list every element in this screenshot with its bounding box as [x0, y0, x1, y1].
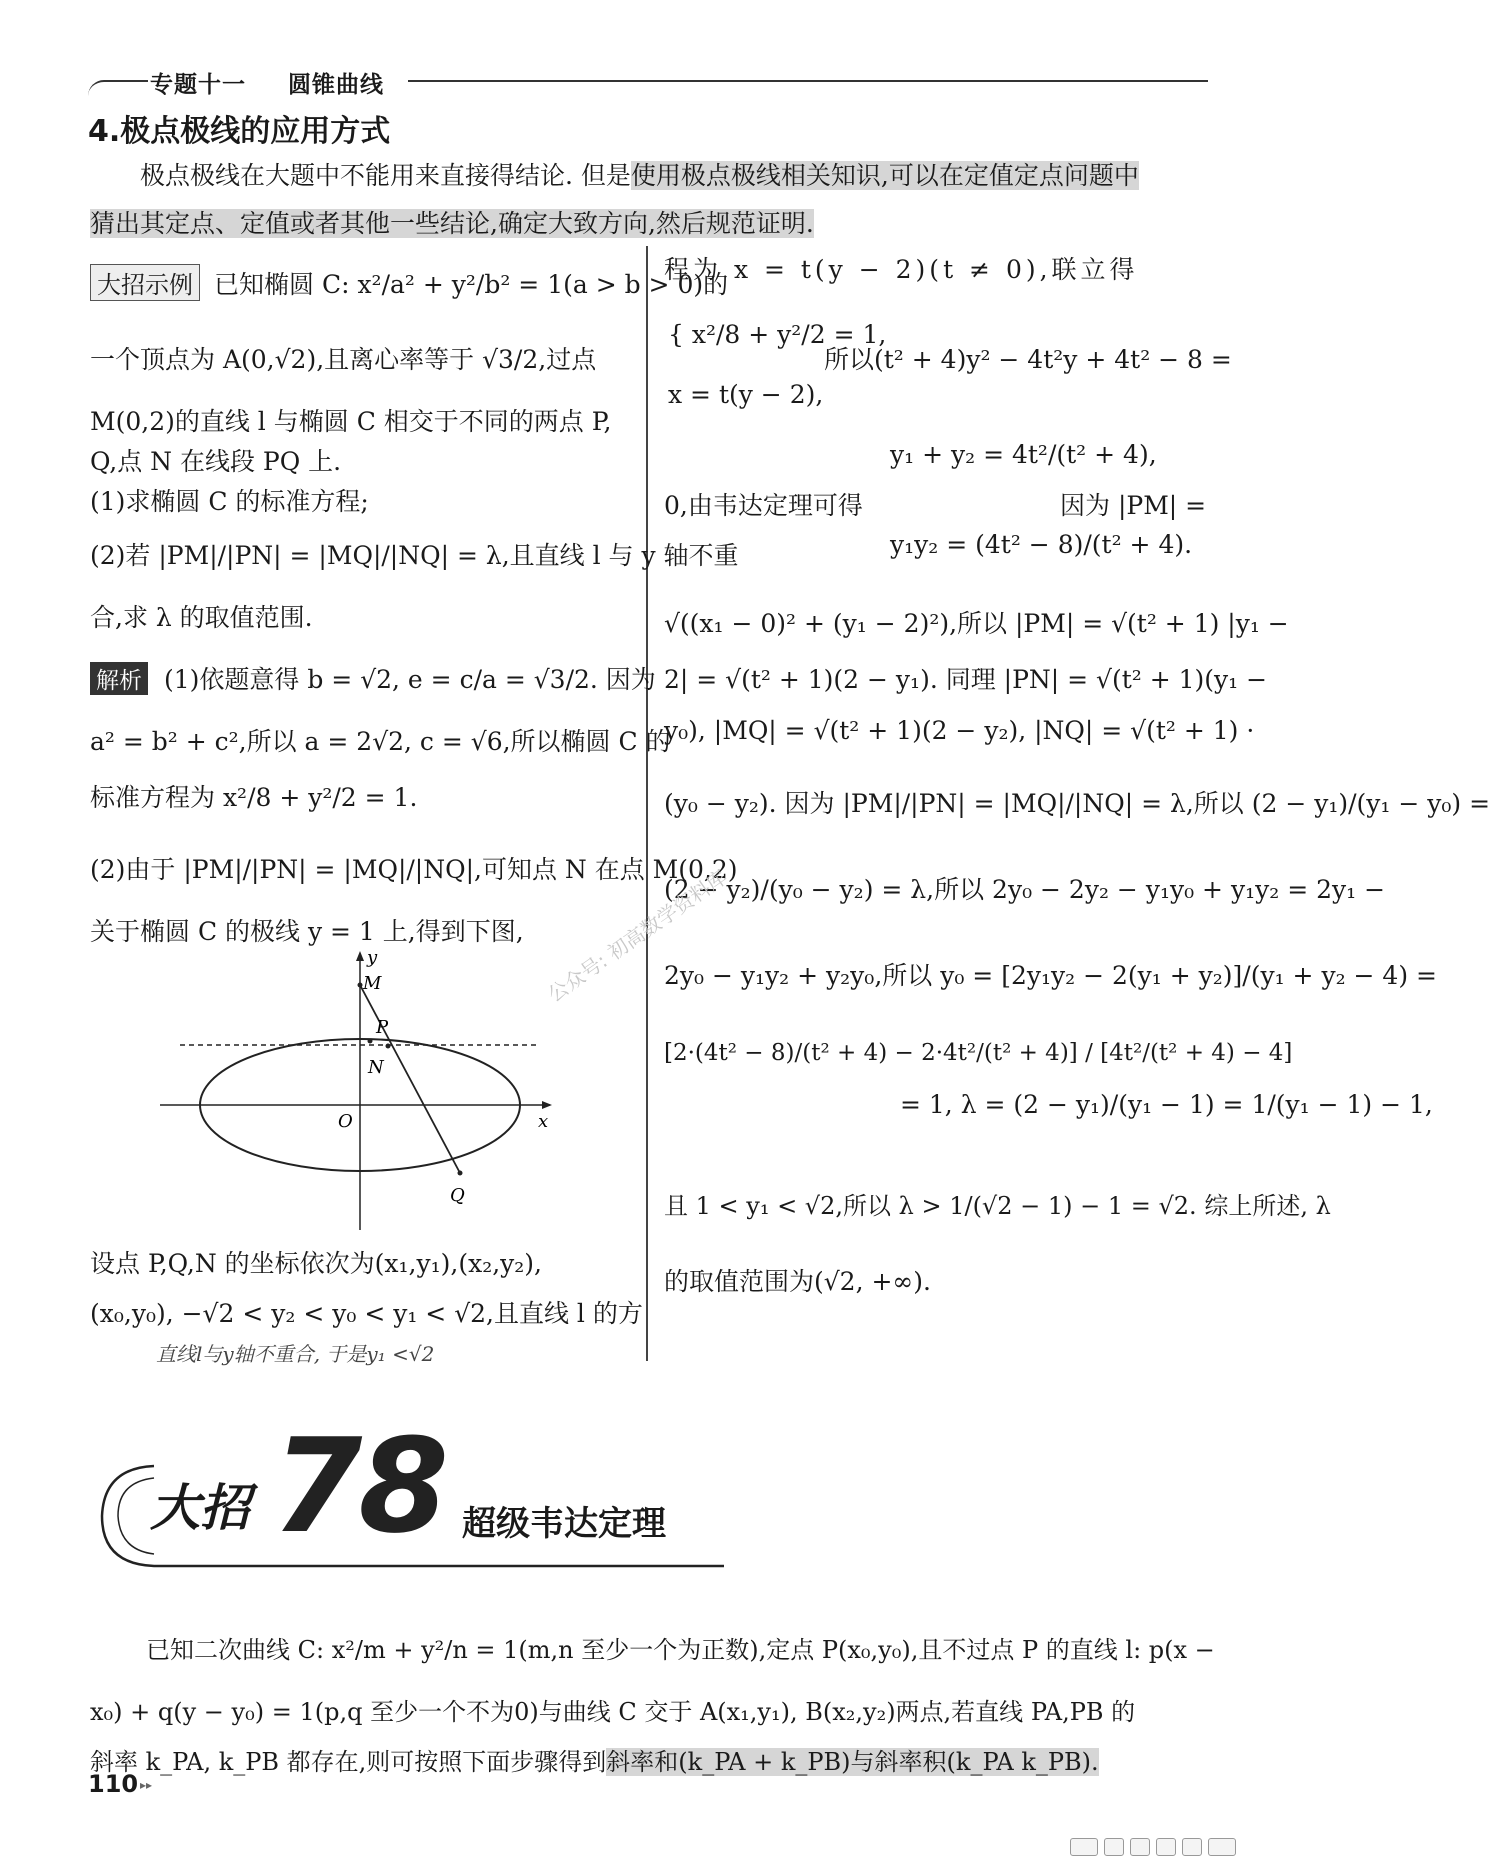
example-line-6: (2)若 |PM|/|PN| = |MQ|/|NQ| = λ,且直线 l 与 y 轴不重 — [90, 541, 739, 570]
label-Q: Q — [450, 1185, 465, 1206]
banner-inner-curve — [118, 1478, 154, 1554]
solution-tag: 解析 — [90, 662, 148, 695]
column-divider — [646, 246, 648, 1361]
toolbar-icon-4[interactable] — [1156, 1838, 1176, 1856]
x-axis-arrow — [542, 1101, 552, 1109]
label-y: y — [367, 947, 378, 968]
bottom-text-plain: 斜率 k_PA, k_PB 都存在,则可按照下面步骤得到 — [90, 1748, 607, 1776]
solution-line-1 — [90, 660, 656, 696]
point-N — [386, 1044, 391, 1049]
solution-line-4: (2)由于 |PM|/|PN| = |MQ|/|NQ|,可知点 N 在点 M(0,2) — [90, 855, 738, 884]
banner-label: 大招 — [150, 1479, 250, 1537]
toolbar-icon-5[interactable] — [1182, 1838, 1202, 1856]
label-O: O — [338, 1111, 353, 1132]
example-line-3: M(0,2)的直线 l 与椭圆 C 相交于不同的两点 P, — [90, 407, 612, 436]
banner-title: 超级韦达定理 — [462, 1504, 666, 1544]
header-topic: 圆锥曲线 — [288, 72, 384, 98]
toolbar-icon-3[interactable] — [1130, 1838, 1150, 1856]
banner-number: 78 — [272, 1410, 445, 1562]
right-line-16: = 1, λ = (2 − y₁)/(y₁ − 1) = 1/(y₁ − 1) − 1, — [900, 1090, 1433, 1119]
intro-highlight-2: 猜出其定点、定值或者其他一些结论,确定大致方向,然后规范证明. — [90, 209, 814, 238]
ellipse-figure — [160, 945, 560, 1235]
section-title: 4.极点极线的应用方式 — [88, 114, 391, 149]
page-arrow-icon: ▸▸ — [140, 1778, 153, 1792]
example-line-5: (1)求椭圆 C 的标准方程; — [90, 487, 369, 516]
right-line-9: √((x₁ − 0)² + (y₁ − 2)²),所以 |PM| = √(t² + 1) |y₁ − — [664, 609, 1289, 638]
toolbar-icon-1[interactable] — [1070, 1838, 1098, 1856]
vieta-sum: y₁ + y₂ = 4t²/(t² + 4), — [890, 440, 1157, 469]
solution-line-3: 标准方程为 x²/8 + y²/2 = 1. — [90, 783, 418, 812]
label-N: N — [368, 1057, 384, 1078]
header-curve — [88, 80, 148, 96]
right-system-1: { x²/8 + y²/2 = 1, — [668, 320, 887, 349]
intro-text-plain: 极点极线在大题中不能用来直接得结论. 但是 — [140, 161, 631, 190]
solution-text-1: (1)依题意得 b = √2, e = c/a = √3/2. 因为 — [164, 665, 656, 694]
solution-line-7: (x₀,y₀), −√2 < y₂ < y₀ < y₁ < √2,且直线 l 的方 — [90, 1299, 643, 1328]
right-line-10: 2| = √(t² + 1)(2 − y₁). 同理 |PN| = √(t² + 1)(y₁ − — [664, 665, 1268, 694]
intro-line-1 — [140, 156, 1139, 192]
example-line-2: 一个顶点为 A(0,√2),且离心率等于 √3/2,过点 — [90, 345, 597, 374]
solution-line-2: a² = b² + c²,所以 a = 2√2, c = √6,所以椭圆 C 的 — [90, 727, 671, 756]
label-x: x — [538, 1111, 549, 1132]
right-line-15: [2·(4t² − 8)/(t² + 4) − 2·4t²/(t² + 4)] / [4t²/(t² + 4) − 4] — [664, 1040, 1293, 1066]
right-line-11: y₀), |MQ| = √(t² + 1)(2 − y₂), |NQ| = √(t² + 1) · — [664, 716, 1255, 745]
right-line-7: 因为 |PM| = — [1060, 491, 1207, 520]
bottom-line-3 — [90, 1742, 1099, 1777]
point-Q — [458, 1171, 463, 1176]
header-label: 专题十一 — [150, 72, 246, 98]
right-system-2: x = t(y − 2), — [668, 380, 824, 409]
right-line-17: 且 1 < y₁ < √2,所以 λ > 1/(√2 − 1) − 1 = √2. 综上所述, λ — [664, 1192, 1331, 1220]
toolbar-icon-2[interactable] — [1104, 1838, 1124, 1856]
bottom-line-2: x₀) + q(y − y₀) = 1(p,q 至少一个不为0)与曲线 C 交于 A(x₁,y₁), B(x₂,y₂)两点,若直线 PA,PB 的 — [90, 1698, 1136, 1726]
point-M — [358, 983, 363, 988]
watermark: 公众号: 初高数学资料库 — [543, 864, 732, 1007]
vieta-product: y₁y₂ = (4t² − 8)/(t² + 4). — [890, 530, 1193, 559]
label-M: M — [363, 973, 382, 994]
right-line-13: (2 − y₂)/(y₀ − y₂) = λ,所以 2y₀ − 2y₂ − y₁y₀ + y₁y₂ = 2y₁ − — [664, 875, 1386, 904]
right-line-14: 2y₀ − y₁y₂ + y₂y₀,所以 y₀ = [2y₁y₂ − 2(y₁ + y₂)]/(y₁ + y₂ − 4) = — [664, 961, 1437, 990]
right-line-18: 的取值范围为(√2, +∞). — [664, 1267, 931, 1296]
line-l — [360, 985, 460, 1173]
page-number: 110 — [88, 1770, 139, 1798]
example-line-1 — [90, 264, 728, 301]
bottom-line-1: 已知二次曲线 C: x²/m + y²/n = 1(m,n 至少一个为正数),定点 P(x₀,y₀),且不过点 P 的直线 l: p(x − — [146, 1636, 1215, 1664]
label-P: P — [376, 1017, 389, 1038]
example-text-1: 已知椭圆 C: x²/a² + y²/b² = 1(a > b > 0)的 — [214, 270, 729, 299]
intro-line-2 — [90, 204, 814, 240]
solution-line-6: 设点 P,Q,N 的坐标依次为(x₁,y₁),(x₂,y₂), — [90, 1249, 543, 1278]
bottom-highlight: 斜率和(k_PA + k_PB)与斜率积(k_PA k_PB). — [606, 1748, 1099, 1776]
header-rule — [408, 80, 1208, 82]
example-tag: 大招示例 — [90, 264, 200, 301]
point-P — [368, 1039, 373, 1044]
right-line-1: 程为 x = t(y − 2)(t ≠ 0),联立得 — [664, 255, 1139, 284]
intro-highlight-1: 使用极点极线相关知识,可以在定值定点问题中 — [630, 161, 1139, 190]
example-line-4: Q,点 N 在线段 PQ 上. — [90, 447, 342, 476]
right-line-3: 所以(t² + 4)y² − 4t²y + 4t² − 8 = — [824, 345, 1232, 374]
right-line-6: 0,由韦达定理可得 — [664, 491, 863, 520]
example-line-7: 合,求 λ 的取值范围. — [90, 603, 313, 632]
handwritten-note: 直线l与y轴不重合, 于是y₁ <√2 — [156, 1342, 435, 1366]
solution-line-5: 关于椭圆 C 的极线 y = 1 上,得到下图, — [90, 917, 524, 946]
y-axis-arrow — [356, 951, 364, 961]
toolbar-icon-6[interactable] — [1208, 1838, 1236, 1856]
right-line-12: (y₀ − y₂). 因为 |PM|/|PN| = |MQ|/|NQ| = λ,所以 (2 − y₁)/(y₁ − y₀) = — [664, 789, 1490, 818]
